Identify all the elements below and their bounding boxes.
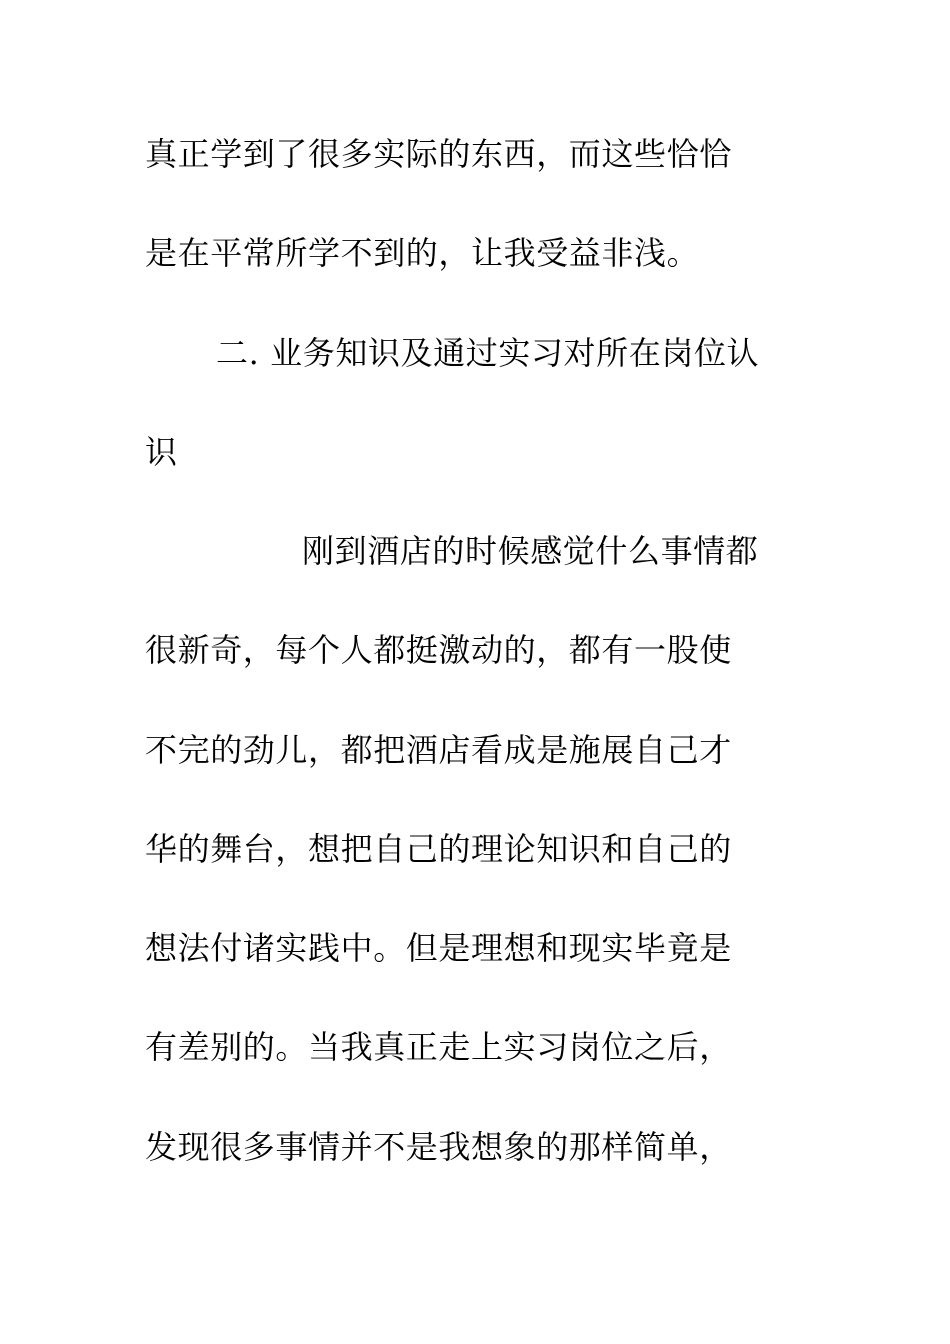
body-text-line: 真正学到了很多实际的东西，而这些恰恰 — [145, 135, 732, 173]
paragraph-first-line: 刚到酒店的时候感觉什么事情都 — [302, 532, 759, 570]
body-text-line: 不完的劲儿，都把酒店看成是施展自己才 — [145, 731, 732, 769]
body-text-line: 发现很多事情并不是我想象的那样简单， — [145, 1128, 732, 1166]
body-text-line: 想法付诸实践中。但是理想和现实毕竟是 — [145, 929, 732, 967]
body-text-line: 是在平常所学不到的，让我受益非浅。 — [145, 234, 700, 272]
section-heading: 二. 业务知识及通过实习对所在岗位认 — [216, 334, 760, 372]
body-text-line: 很新奇，每个人都挺激动的，都有一股使 — [145, 631, 732, 669]
body-text-line: 华的舞台，想把自己的理论知识和自己的 — [145, 830, 732, 868]
body-text-line: 有差别的。当我真正走上实习岗位之后， — [145, 1028, 732, 1066]
section-heading-continuation: 识 — [145, 433, 178, 471]
